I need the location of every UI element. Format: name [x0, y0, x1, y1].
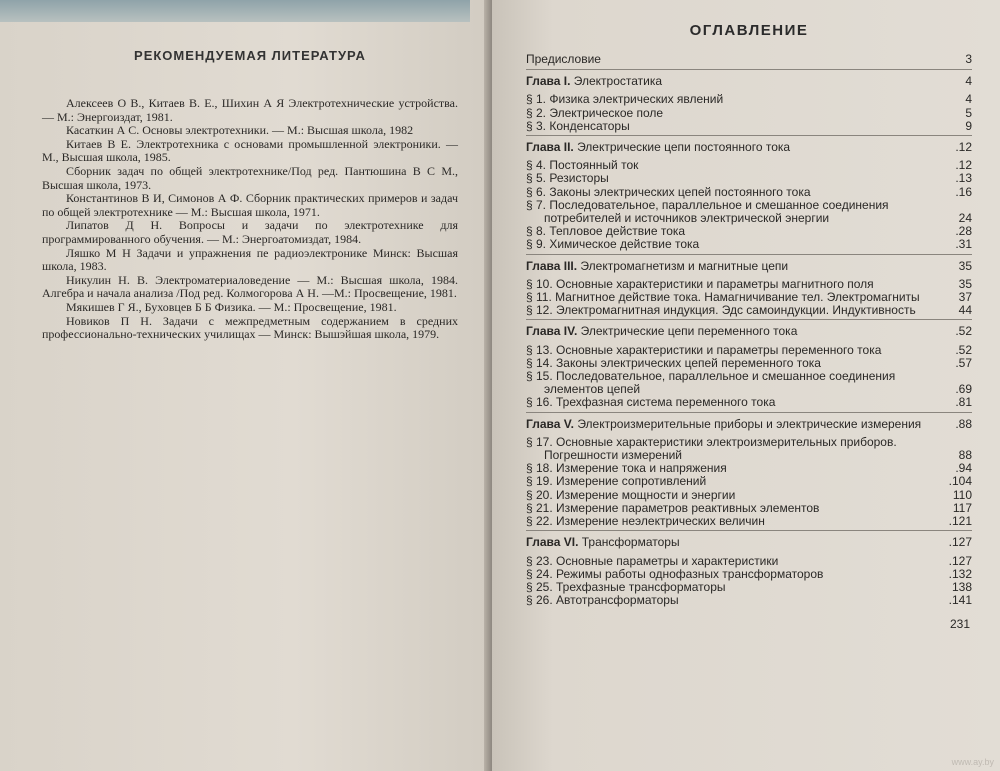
toc-entry-label: Предисловие [526, 52, 601, 66]
toc-page-number: 35 [958, 276, 972, 291]
toc-page-number: .52 [955, 342, 972, 357]
toc-page-number: 88 [958, 448, 972, 463]
toc-page-number: 138 [951, 579, 972, 594]
page-number: 231 [949, 617, 970, 632]
toc-page-number: .12 [955, 158, 972, 173]
toc-entry-label: § 22. Измерение неэлектрических величин [526, 514, 765, 529]
reference-item: Мякишев Г Я., Буховцев Б Б Физика. — М.: Просвещение, 1981. [66, 299, 397, 314]
chapter-prefix: Глава III. [526, 258, 578, 273]
toc-section-row [526, 396, 972, 409]
toc-page-number: .13 [955, 171, 972, 186]
toc-entry-label: § 24. Режимы работы однофазных трансформаторов [526, 566, 824, 581]
toc-entry-label: § 6. Законы электрических цепей постоянного тока [526, 184, 811, 199]
chapter-title: Электрические цепи переменного тока [580, 324, 798, 339]
reference-item: Касаткин А С. Основы электротехники. — М.: Высшая школа, 1982 [66, 123, 414, 138]
toc-chapter-row [526, 325, 972, 338]
toc-entry-label: § 18. Измерение тока и напряжения [526, 461, 727, 476]
reference-item: Китаев В Е. Электротехника с основами промышленной электроники. — М., Высшая школа, 1985. [42, 136, 458, 165]
chapter-title: Электростатика [573, 74, 663, 89]
toc-page-number: .69 [955, 382, 972, 397]
reference-item: Алексеев О В., Китаев В. Е., Шихин А Я Электротехнические устройства. — М.: Энергоиздат, 1981. [42, 96, 458, 124]
toc-entry-label [526, 75, 946, 88]
toc-page-number: .16 [955, 184, 972, 199]
toc-page-number: .104 [948, 474, 972, 489]
toc-section-row [526, 568, 972, 581]
chapter-prefix: Глава IV. [526, 324, 578, 339]
watermark: www.ay.by [951, 757, 994, 767]
toc-chapter-row [526, 141, 972, 154]
reference-item: Никулин Н. В. Электроматериаловедение — М.: Высшая школа, 1984. Алгебра и начала анализа /Под ред. Колмогорова А Н. —М.: Просвещение, 1981. [42, 272, 458, 301]
toc-entry-label: § 13. Основные характеристики и параметры переменного тока [526, 342, 882, 357]
chapter-rule [526, 69, 972, 70]
toc-page-number: 117 [952, 500, 972, 515]
toc-section-row [526, 107, 972, 120]
chapter-title: Электрические цепи постоянного тока [577, 140, 791, 155]
toc-section-row [526, 555, 972, 568]
toc-entry-label [526, 141, 946, 154]
toc-entry-label: § 19. Измерение сопротивлений [526, 474, 707, 489]
toc-entry-label: § 14. Законы электрических цепей переменного тока [526, 355, 821, 370]
toc-entry-label: § 2. Электрическое поле [526, 105, 664, 120]
toc-page-number: 35 [958, 258, 972, 273]
toc-entry-label: § 9. Химическое действие тока [526, 237, 700, 252]
toc-page-number: .141 [948, 593, 972, 608]
toc-page-number: .121 [948, 514, 972, 529]
toc-page-number: .52 [955, 324, 972, 339]
chapter-rule [526, 135, 972, 136]
right-page [492, 0, 1000, 771]
toc-entry-label: § 26. Автотрансформаторы [526, 593, 679, 608]
toc-entry-label: § 10. Основные характеристики и параметры магнитного поля [526, 276, 874, 291]
toc-section-row [526, 370, 972, 396]
toc-section-row [526, 515, 972, 528]
toc-entry-label: § 20. Измерение мощности и энергии [526, 487, 736, 502]
chapter-title: Электроизмерительные приборы и электрические измерения [577, 416, 922, 431]
toc-page-number: .132 [948, 566, 972, 581]
toc-page-number: .127 [948, 553, 972, 568]
chapter-prefix: Глава VI. [526, 535, 579, 550]
toc-section-row [526, 186, 972, 199]
toc-entry-label: § 12. Электромагнитная индукция. Эдс самоиндукции. Индуктивность [526, 303, 916, 318]
toc-page-number: 44 [958, 303, 972, 318]
toc-page-number: 37 [958, 290, 972, 305]
toc-entry-label [526, 325, 946, 338]
toc-section-row [526, 93, 972, 106]
toc-entry-label [526, 536, 946, 549]
chapter-title: Электромагнетизм и магнитные цепи [580, 258, 789, 273]
toc-entry-label: § 16. Трехфазная система переменного тока [526, 395, 776, 410]
toc-entry-label: § 23. Основные параметры и характеристики [526, 553, 779, 568]
toc-preface-row [526, 53, 972, 66]
left-page-title: РЕКОМЕНДУЕМАЯ ЛИТЕРАТУРА [134, 48, 366, 63]
toc-page-number: .31 [955, 237, 972, 252]
toc-entry-label [526, 260, 946, 273]
reference-item: Константинов В И, Симонов А Ф. Сборник практических примеров и задач по общей электротехнике — М.: Высшая школа, 1971. [42, 191, 458, 219]
reference-item: Ляшко М Н Задачи и упражнения пе радиоэлектронике Минск: Высшая школа, 1983. [42, 245, 458, 274]
chapter-rule [526, 530, 972, 531]
toc-entry-label: § 3. Конденсаторы [526, 118, 630, 133]
chapter-prefix: Глава V. [526, 416, 574, 431]
toc-entry-label: § 7. Последовательное, параллельное и смешанное соединения потребителей и источников электрической энергии [526, 197, 889, 226]
toc-entry-label [526, 418, 946, 431]
toc-section-row [526, 489, 972, 502]
toc-chapter-row [526, 75, 972, 88]
chapter-rule [526, 412, 972, 413]
toc-entry-label: § 4. Постоянный ток [526, 158, 639, 173]
toc-entry-label: § 21. Измерение параметров реактивных элементов [526, 500, 820, 515]
toc-page-number: .81 [955, 395, 972, 410]
references-list [42, 97, 458, 342]
toc-page-number: .28 [955, 224, 972, 239]
toc-section-row [526, 475, 972, 488]
toc-page-number: 5 [965, 105, 972, 120]
toc-entry-label: § 5. Резисторы [526, 171, 609, 186]
toc-chapter-row [526, 260, 972, 273]
toc-page-number: 4 [965, 74, 972, 89]
toc-page-number: 3 [965, 52, 972, 66]
left-page [0, 0, 490, 771]
toc-page-number: 110 [952, 487, 972, 502]
toc-entry-label: § 1. Физика электрических явлений [526, 92, 724, 107]
toc-page-number: 9 [965, 118, 972, 133]
table-of-contents [526, 53, 972, 607]
toc-section-row [526, 304, 972, 317]
toc-page-number: .12 [955, 140, 972, 155]
toc-page-number: .127 [948, 535, 972, 550]
toc-section-row [526, 344, 972, 357]
toc-section-row [526, 436, 972, 462]
chapter-prefix: Глава II. [526, 140, 574, 155]
top-background-strip [0, 0, 470, 22]
chapter-rule [526, 319, 972, 320]
reference-item: Сборник задач по общей электротехнике/Под ред. Пантюшина В С М., Высшая школа, 1973. [42, 163, 458, 192]
chapter-rule [526, 254, 972, 255]
toc-entry-label: § 25. Трехфазные трансформаторы [526, 579, 726, 594]
toc-chapter-row [526, 418, 972, 431]
toc-entry-label: § 15. Последовательное, параллельное и смешанное соединения элементов цепей [526, 369, 896, 397]
toc-page-number: .57 [955, 355, 972, 370]
toc-title: ОГЛАВЛЕНИЕ [689, 22, 809, 39]
toc-section-row [526, 199, 972, 225]
toc-page-number: 4 [965, 92, 972, 107]
toc-chapter-row [526, 536, 972, 549]
toc-page-number: .88 [955, 416, 972, 431]
chapter-prefix: Глава I. [526, 74, 571, 89]
toc-section-row [526, 594, 972, 607]
toc-section-row [526, 120, 972, 133]
toc-entry-label: § 8. Тепловое действие тока [526, 224, 686, 239]
reference-item: Новиков П Н. Задачи с межпредметным содержанием в средних профессионально-технических училищах — Минск: Вышэйшая школа, 1979. [42, 313, 458, 342]
toc-section-row [526, 238, 972, 251]
reference-item: Липатов Д Н. Вопросы и задачи по электротехнике для программированного обучения. — М.: Энергоатомиздат, 1984. [42, 218, 458, 246]
toc-page-number: 24 [958, 211, 972, 226]
toc-page-number: .94 [955, 461, 972, 476]
chapter-title: Трансформаторы [581, 535, 680, 550]
toc-entry-label: § 17. Основные характеристики электроизмерительных приборов. Погрешности измерений [526, 434, 897, 463]
toc-section-row [526, 172, 972, 185]
toc-entry-label: § 11. Магнитное действие тока. Намагничивание тел. Электромагниты [526, 290, 920, 305]
